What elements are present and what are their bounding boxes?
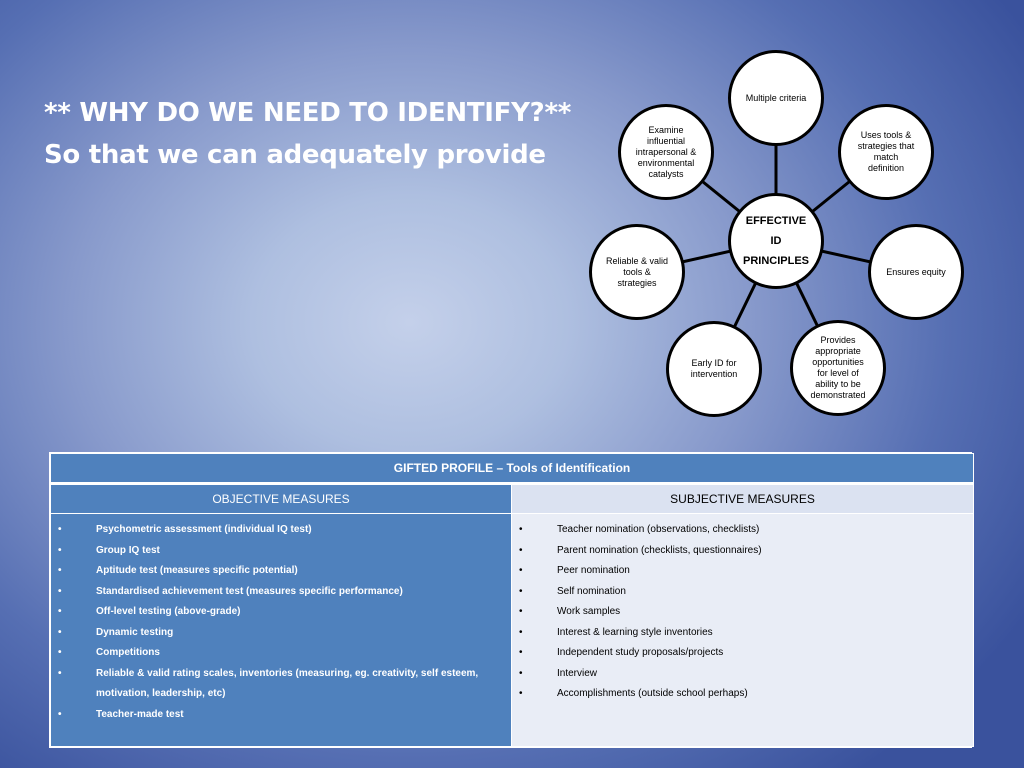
title-line-1: ** WHY DO WE NEED TO IDENTIFY?** (44, 98, 572, 128)
node-early-id: Early ID for intervention (666, 321, 762, 417)
list-item: • Standardised achievement test (measures specific performance) (58, 585, 403, 597)
title-line-2: So that we can adequately provide (44, 140, 546, 170)
list-item: • Competitions (58, 647, 160, 658)
list-item: • Teacher-made test (58, 708, 184, 720)
node-examine-influential: Examine influential intrapersonal & environmental catalysts (618, 104, 714, 200)
list-item: • Interest & learning style inventories (519, 626, 713, 638)
node-uses-tools: Uses tools & strategies that match definition (838, 104, 934, 200)
list-item: • Reliable & valid rating scales, inventories (measuring, eg. creativity, self esteem, (58, 667, 479, 679)
list-item: • Accomplishments (outside school perhaps) (519, 688, 748, 699)
node-provides-opportunities: Provides appropriate opportunities for level of ability to be demonstrated (790, 320, 886, 416)
list-item: • Independent study proposals/projects (519, 647, 724, 658)
objective-measures-list (51, 514, 511, 725)
list-item: • Peer nomination (519, 565, 630, 576)
list-item: • Teacher nomination (observations, checklists) (519, 524, 760, 535)
list-item: • Self nomination (519, 585, 626, 597)
gifted-profile-table (49, 452, 972, 748)
list-item: • Parent nomination (checklists, questionnaires) (519, 544, 762, 556)
objective-measures-cell (51, 514, 512, 747)
list-item-continuation: motivation, leadership, etc) (96, 688, 226, 699)
list-item: • Off-level testing (above-grade) (58, 606, 241, 617)
node-center-effective-id-principles: EFFECTIVE ID PRINCIPLES (728, 193, 824, 289)
list-item: • Psychometric assessment (individual IQ test) (58, 524, 312, 535)
subjective-measures-cell (512, 514, 974, 747)
list-item: • Group IQ test (58, 544, 160, 556)
node-ensures-equity: Ensures equity (868, 224, 964, 320)
objective-measures-header: OBJECTIVE MEASURES (51, 484, 512, 514)
list-item: • Aptitude test (measures specific potential) (58, 565, 298, 576)
node-multiple-criteria: Multiple criteria (728, 50, 824, 146)
list-item: • Interview (519, 667, 598, 679)
list-item: • Dynamic testing (58, 626, 174, 638)
list-item: • Work samples (519, 606, 621, 617)
subjective-measures-header: SUBJECTIVE MEASURES (512, 484, 974, 514)
subjective-measures-list (512, 514, 973, 705)
table-title: GIFTED PROFILE – Tools of Identification (51, 454, 974, 484)
node-reliable-valid: Reliable & valid tools & strategies (589, 224, 685, 320)
